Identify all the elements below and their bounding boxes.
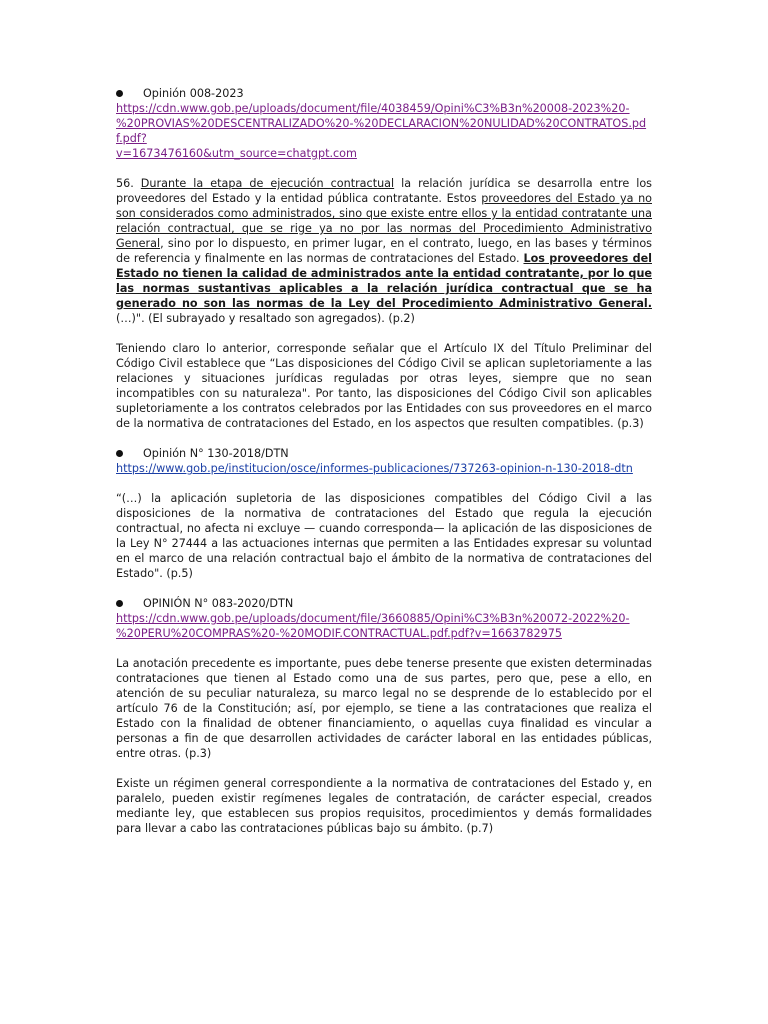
paragraph-quote: “(…) la aplicación supletoria de las disposiciones compatibles del Código Civil a las disposiciones de la normativa de contrataciones del Estado que regula la ejecución contractual, no afecta ni excluye — cuando corresponda— la aplicación de las disposiciones de la Ley N° 27444 a las actuaciones internas que permiten a las Entidades expresar su voluntad en el marco de una relación contractual bajo el ámbito de la normativa de contrataciones del Estado". (p.5) bbox=[116, 492, 652, 580]
bullet-title: Opinión 008-2023 bbox=[143, 87, 244, 100]
bullet-item-opinion-083-2020 bbox=[116, 596, 652, 611]
bullet-icon bbox=[116, 450, 123, 457]
source-link-line[interactable]: https://www.gob.pe/institucion/osce/informes-publicaciones/737263-opinion-n-130-2018-dtn bbox=[116, 462, 633, 475]
bold-underlined-text: Los proveedores del Estado no tienen la calidad de administrados ante la entidad contratante, por lo que las normas sustantivas aplicables a la relación jurídica contractual que se ha generado no son las normas de la Ley del Procedimiento Administrativo General. bbox=[116, 252, 652, 310]
paragraph-number: 56. bbox=[116, 177, 141, 190]
underlined-text: proveedores del Estado ya no son considerados como administrados, sino que existe entre ellos y la entidad contratante una relación contractual, que se rige ya no por las normas del Procedimiento Administrativo General bbox=[116, 192, 652, 250]
bullet-icon bbox=[116, 90, 123, 97]
document-page bbox=[116, 86, 652, 836]
bullet-item-opinion-008-2023 bbox=[116, 86, 652, 101]
plain-text: , sino por lo dispuesto, en primer lugar, en el contrato, luego, en las bases y términos de referencia y finalmente en las normas de contrataciones del Estado. bbox=[116, 237, 652, 265]
bullet-icon bbox=[116, 600, 123, 607]
paragraph-regimen: Existe un régimen general correspondiente a la normativa de contrataciones del Estado y, en paralelo, pueden existir regímenes legales de contratación, de carácter especial, creados mediante ley, que establecen sus propios requisitos, procedimientos y demás formalidades para llevar a cabo las contrataciones públicas bajo su ámbito. (p.7) bbox=[116, 777, 652, 835]
bullet-item-opinion-130-2018 bbox=[116, 446, 652, 461]
bullet-title: Opinión N° 130-2018/DTN bbox=[143, 447, 289, 460]
plain-text: (…)". (El subrayado y resaltado son agregados). (p.2) bbox=[116, 312, 415, 325]
source-link-line[interactable]: v=1673476160&utm_source=chatgpt.com bbox=[116, 147, 357, 160]
source-link-line[interactable]: %20PERU%20COMPRAS%20-%20MODIF.CONTRACTUAL.pdf.pdf?v=1663782975 bbox=[116, 627, 562, 640]
source-link-line[interactable]: %20PROVIAS%20DESCENTRALIZADO%20-%20DECLARACION%20NULIDAD%20CONTRATOS.pdf.pdf? bbox=[116, 117, 647, 145]
underlined-text: Durante la etapa de ejecución contractual bbox=[140, 177, 395, 190]
paragraph-anotacion: La anotación precedente es importante, pues debe tenerse presente que existen determinadas contrataciones que tienen al Estado como una de sus partes, pero que, pese a ello, en atención de su peculiar naturaleza, su marco legal no se desprende de lo establecido por el artículo 76 de la Constitución; así, por ejemplo, se tiene a las contrataciones que realiza el Estado con la finalidad de obtener financiamiento, o aquellas cuya finalidad es vincular a personas a fin de que desarrollen actividades de carácter laboral en las entidades públicas, entre otras. (p.3) bbox=[116, 657, 652, 760]
source-link-line[interactable]: https://cdn.www.gob.pe/uploads/document/file/3660885/Opini%C3%B3n%20072-2022%20- bbox=[116, 612, 630, 625]
paragraph-codigo-civil: Teniendo claro lo anterior, corresponde señalar que el Artículo IX del Título Preliminar del Código Civil establece que “Las disposiciones del Código Civil se aplican supletoriamente a las relaciones y situaciones jurídicas reguladas por otras leyes, siempre que no sean incompatibles con su naturaleza". Por tanto, las disposiciones del Código Civil son aplicables supletoriamente a los contratos celebrados por las Entidades con sus proveedores en el marco de la normativa de contrataciones del Estado, en los aspectos que resulten compatibles. (p.3) bbox=[116, 342, 652, 430]
source-link-line[interactable]: https://cdn.www.gob.pe/uploads/document/file/4038459/Opini%C3%B3n%20008-2023%20- bbox=[116, 102, 630, 115]
bullet-title: OPINIÓN N° 083-2020/DTN bbox=[143, 597, 294, 610]
paragraph-56 bbox=[116, 176, 652, 326]
plain-text: la relación jurídica se desarrolla entre los proveedores del Estado y la entidad pública contratante. Estos bbox=[116, 177, 652, 205]
